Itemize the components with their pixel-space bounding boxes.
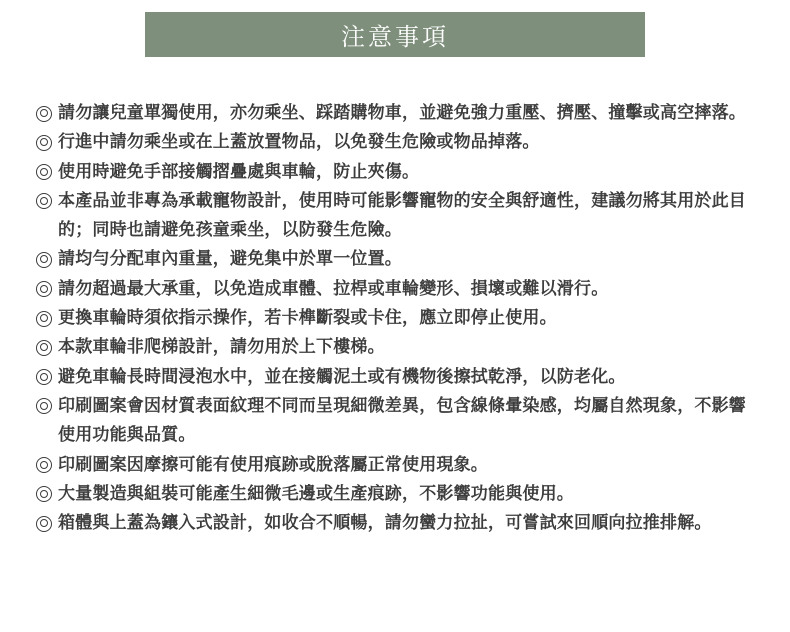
notice-item (36, 245, 756, 274)
notice-text: 請均勻分配車內重量，避免集中於單一位置。 (58, 249, 402, 270)
notice-list (36, 99, 756, 538)
double-circle-icon (36, 340, 52, 356)
notice-text: 本款車輪非爬梯設計，請勿用於上下樓梯。 (58, 337, 385, 358)
notice-item (36, 99, 756, 128)
double-circle-icon (36, 311, 52, 327)
notice-item (36, 480, 756, 509)
notice-text: 請勿讓兒童單獨使用，亦勿乘坐、踩踏購物車，並避免強力重壓、擠壓、撞擊或高空摔落。 (58, 103, 746, 123)
double-circle-icon (36, 106, 52, 122)
double-circle-icon (36, 135, 52, 151)
double-circle-icon (36, 398, 52, 414)
page-title: 注意事項 (341, 23, 449, 51)
double-circle-icon (36, 252, 52, 268)
title-banner (145, 12, 645, 57)
double-circle-icon (36, 486, 52, 502)
notice-text: 箱體與上蓋為鑲入式設計，如收合不順暢，請勿蠻力拉扯，可嘗試來回順向拉推排解。 (58, 513, 712, 534)
double-circle-icon (36, 164, 52, 180)
double-circle-icon (36, 281, 52, 297)
notice-text: 請勿超過最大承重，以免造成車體、拉桿或車輪變形、損壞或難以滑行。 (58, 278, 609, 299)
double-circle-icon (36, 369, 52, 385)
notice-item (36, 451, 756, 480)
notice-text: 印刷圖案會因材質表面紋理不同而呈現細微差異，包含線條暈染感，均屬自然現象，不影響使用功能與品質。 (58, 395, 746, 446)
notice-item (36, 509, 756, 538)
notice-text: 大量製造與組裝可能產生細微毛邊或生產痕跡，不影響功能與使用。 (58, 483, 574, 504)
notice-text: 避免車輪長時間浸泡水中，並在接觸泥土或有機物後擦拭乾淨，以防老化。 (58, 366, 626, 387)
double-circle-icon (36, 193, 52, 209)
notice-text: 印刷圖案因摩擦可能有使用痕跡或脫落屬正常使用現象。 (58, 454, 488, 475)
notice-text: 更換車輪時須依指示操作，若卡榫斷裂或卡住，應立即停止使用。 (58, 308, 557, 329)
notice-item (36, 275, 756, 304)
double-circle-icon (36, 516, 52, 532)
notice-item (36, 128, 756, 157)
notice-text: 使用時避免手部接觸摺疊處與車輪，防止夾傷。 (58, 161, 420, 182)
notice-text: 本產品並非專為承載寵物設計，使用時可能影響寵物的安全與舒適性，建議勿將其用於此目的；同時也請避免孩童乘坐，以防發生危險。 (58, 190, 746, 241)
notice-item (36, 392, 756, 451)
notice-item (36, 158, 756, 187)
notice-item (36, 187, 756, 246)
notice-item (36, 363, 756, 392)
notice-item (36, 333, 756, 362)
notice-item (36, 304, 756, 333)
double-circle-icon (36, 457, 52, 473)
notice-text: 行進中請勿乘坐或在上蓋放置物品，以免發生危險或物品掉落。 (58, 132, 540, 153)
